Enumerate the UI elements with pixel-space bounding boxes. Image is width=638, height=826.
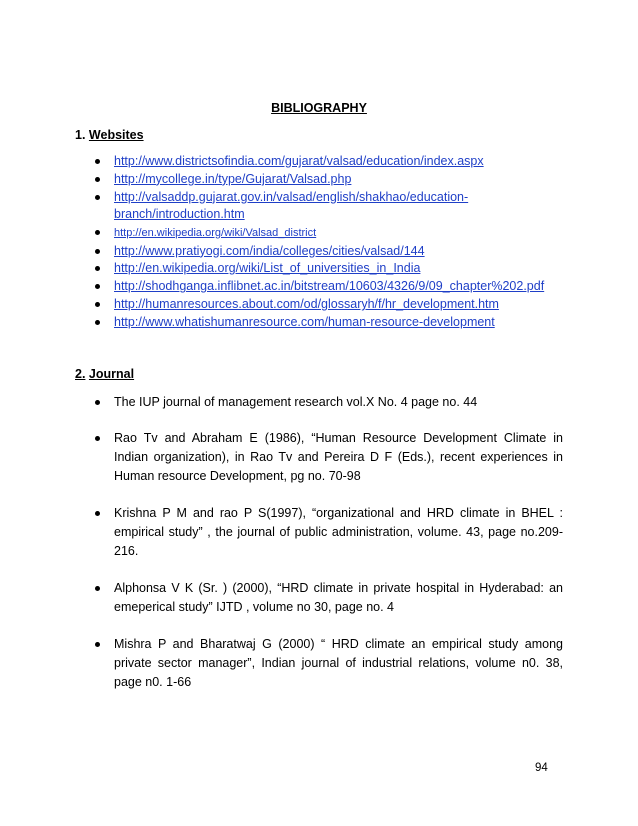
journal-reference: The IUP journal of management research vol.X No. 4 page no. 44 [95, 393, 563, 412]
page-title: BIBLIOGRAPHY [271, 101, 367, 115]
website-link[interactable]: http://shodhganga.inflibnet.ac.in/bitstream/10603/4326/9/09_chapter%202.pdf [114, 279, 545, 294]
page-number: 94 [535, 762, 548, 774]
journal-reference-list [95, 393, 563, 692]
website-link[interactable]: http://valsaddp.gujarat.gov.in/valsad/english/shakhao/education-branch/introduction.htm [114, 189, 469, 221]
journal-reference: Krishna P M and rao P S(1997), “organizational and HRD climate in BHEL : empirical study” , the journal of public administration, volume. 43, page no.209-216. [95, 504, 563, 561]
website-list-item [95, 189, 565, 223]
website-link[interactable]: http://en.wikipedia.org/wiki/List_of_universities_in_India [114, 261, 421, 276]
section-heading-journal [75, 367, 134, 381]
section-number: 1. [75, 128, 86, 142]
website-list-item [95, 243, 565, 260]
section-number: 2. [75, 367, 86, 381]
journal-reference: Alphonsa V K (Sr. ) (2000), “HRD climate in private hospital in Hyderabad: an emeperical study” IJTD , volume no 30, page no. 4 [95, 579, 563, 617]
website-link[interactable]: http://humanresources.about.com/od/glossaryh/f/hr_development.htm [114, 297, 499, 312]
website-link[interactable]: http://www.pratiyogi.com/india/colleges/cities/valsad/144 [114, 243, 425, 258]
website-list [95, 153, 565, 332]
journal-reference: Mishra P and Bharatwaj G (2000) “ HRD climate an empirical study among private sector manager”, Indian journal of industrial relations, volume n0. 38, page n0. 1-66 [95, 635, 563, 692]
section-title: Journal [88, 367, 135, 381]
website-link[interactable]: http://en.wikipedia.org/wiki/Valsad_district [114, 226, 317, 239]
website-list-item [95, 278, 565, 295]
website-list-item [95, 224, 565, 242]
website-link[interactable]: http://mycollege.in/type/Gujarat/Valsad.php [114, 171, 352, 186]
section-heading-websites [75, 128, 144, 142]
website-link[interactable]: http://www.whatishumanresource.com/human-resource-development [114, 315, 495, 330]
journal-reference: Rao Tv and Abraham E (1986), “Human Resource Development Climate in Indian organization), in Rao Tv and Pereira D F (Eds.), recent experiences in Human resource Development, pg no. 70-98 [95, 429, 563, 486]
website-list-item [95, 153, 565, 170]
website-link[interactable]: http://www.districtsofindia.com/gujarat/valsad/education/index.aspx [114, 154, 484, 168]
website-list-item [95, 296, 565, 313]
section-title: Websites [88, 128, 144, 142]
website-list-item [95, 260, 565, 277]
website-list-item [95, 314, 565, 331]
website-list-item [95, 171, 565, 188]
